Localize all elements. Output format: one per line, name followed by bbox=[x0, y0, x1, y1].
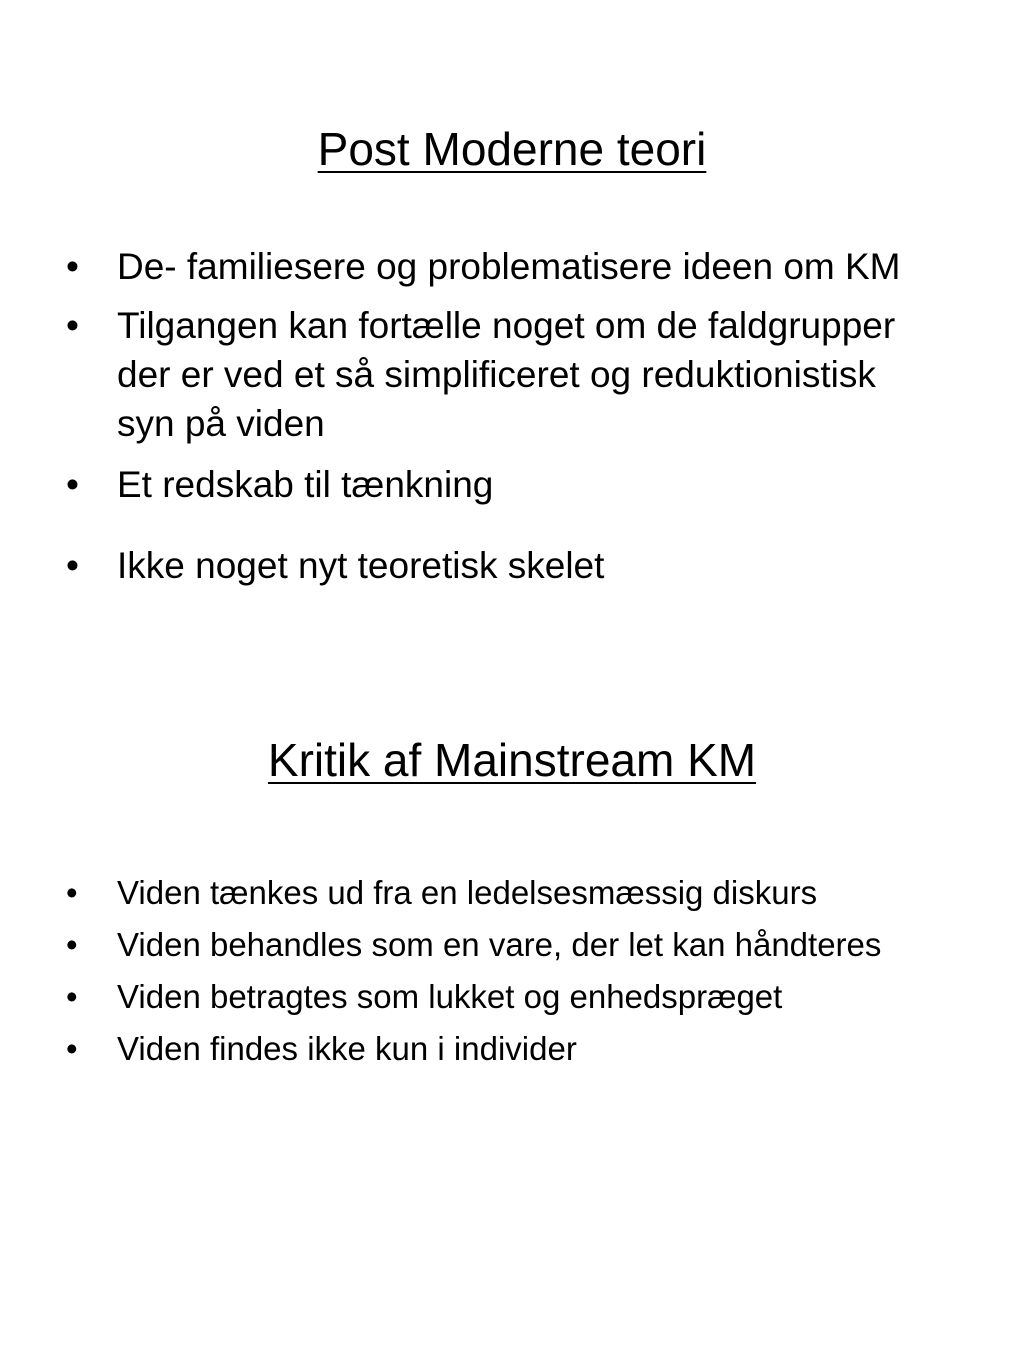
list-item bbox=[0, 242, 937, 291]
section-heading-kritik bbox=[0, 733, 1024, 787]
heading-text: Post Moderne teori bbox=[317, 123, 707, 175]
list-item-text: Viden tænkes ud fra en ledelsesmæssig diskurs bbox=[117, 874, 818, 911]
bullet-list-kritik bbox=[0, 870, 937, 1072]
bullet-icon: • bbox=[66, 926, 78, 963]
bullet-icon: • bbox=[66, 1030, 78, 1067]
list-item-text: Et redskab til tænkning bbox=[117, 464, 494, 505]
list-item-text: Viden betragtes som lukket og enhedspræget bbox=[117, 978, 783, 1015]
heading-text: Kritik af Mainstream KM bbox=[267, 734, 757, 786]
list-item bbox=[0, 922, 937, 968]
bullet-icon: • bbox=[66, 545, 79, 586]
list-item-text: Tilgangen kan fortælle noget om de faldgrupper der er ved et så simplificeret og reduktionistisk syn på viden bbox=[117, 305, 896, 444]
list-item bbox=[0, 1026, 937, 1072]
list-item-text: Viden behandles som en vare, der let kan håndteres bbox=[117, 926, 882, 963]
list-item bbox=[0, 974, 937, 1020]
list-item bbox=[0, 541, 937, 590]
list-item-text: De- familiesere og problematisere ideen om KM bbox=[117, 246, 901, 287]
bullet-icon: • bbox=[66, 246, 79, 287]
section-heading-post-moderne-teori bbox=[0, 122, 1024, 176]
bullet-icon: • bbox=[66, 978, 78, 1015]
bullet-list-post-moderne bbox=[0, 242, 937, 590]
list-item-text: Viden findes ikke kun i individer bbox=[117, 1030, 577, 1067]
bullet-icon: • bbox=[66, 305, 79, 346]
list-item bbox=[0, 460, 937, 509]
bullet-icon: • bbox=[66, 464, 79, 505]
bullet-icon: • bbox=[66, 874, 78, 911]
list-item bbox=[0, 301, 937, 448]
list-item bbox=[0, 870, 937, 916]
list-item-text: Ikke noget nyt teoretisk skelet bbox=[117, 545, 605, 586]
